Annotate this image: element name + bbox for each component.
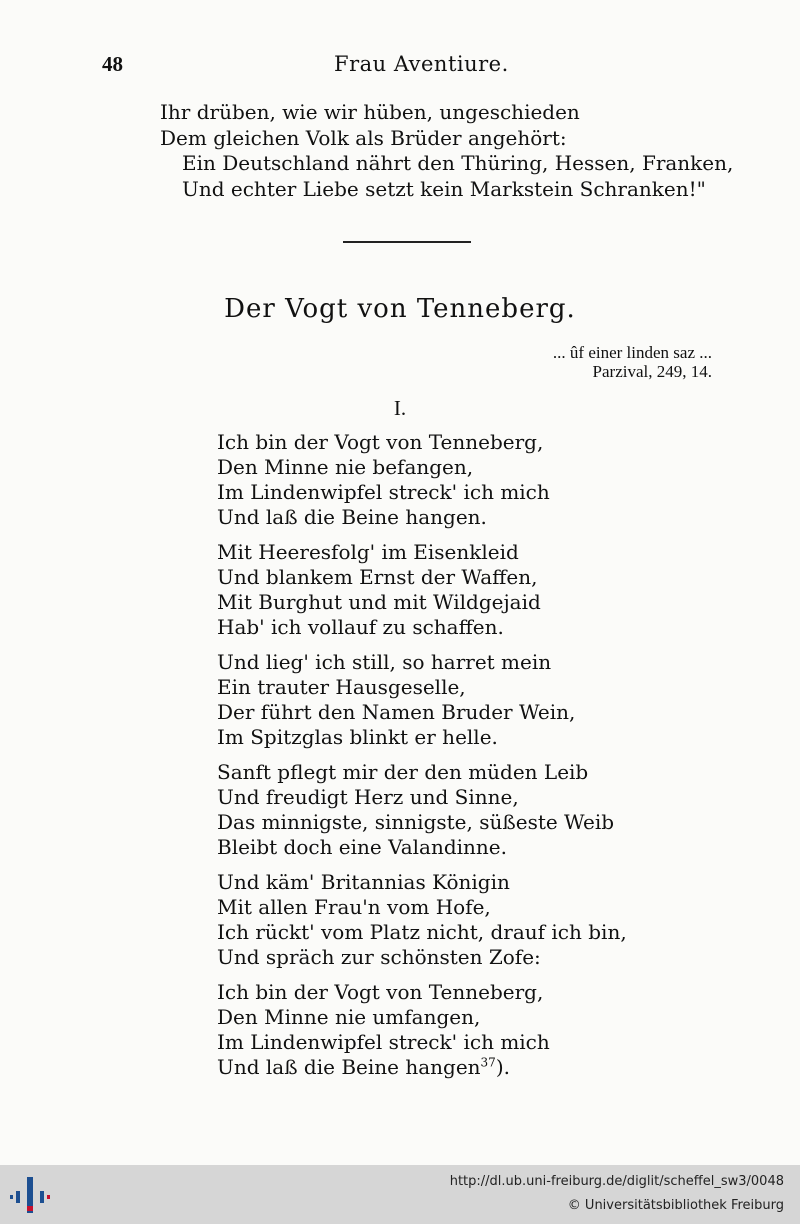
verse-line: Und lieg' ich still, so harret mein — [217, 650, 552, 674]
verse-line: Bleibt doch eine Valandinne. — [217, 835, 507, 859]
verse-line: Ein trauter Hausgeselle, — [217, 675, 466, 699]
footer-bar — [0, 1165, 800, 1224]
footnote-ref[interactable]: 37 — [480, 1055, 496, 1070]
stanza — [217, 870, 627, 970]
intro-line: Dem gleichen Volk als Brüder angehört: — [160, 125, 567, 150]
verse-line: Hab' ich vollauf zu schaffen. — [217, 615, 504, 639]
stanza — [217, 430, 627, 530]
verse-text: Und laß die Beine hangen — [217, 1055, 481, 1079]
verse-line: Ich bin der Vogt von Tenneberg, — [217, 980, 544, 1004]
verse-line: Das minnigste, sinnigste, süßeste Weib — [217, 810, 615, 834]
stanza — [217, 540, 627, 640]
verse-line: Und käm' Britannias Königin — [217, 870, 510, 894]
verse-line: Im Lindenwipfel streck' ich mich — [217, 1030, 550, 1054]
verse-line: Der führt den Namen Bruder Wein, — [217, 700, 576, 724]
verse-line: Mit Burghut und mit Wildgejaid — [217, 590, 541, 614]
verse-line: Sanft pflegt mir der den müden Leib — [217, 760, 589, 784]
verse-line: Im Spitzglas blinkt er helle. — [217, 725, 498, 749]
poem-body — [217, 430, 627, 1090]
ub-freiburg-logo-icon[interactable] — [10, 1175, 50, 1215]
closing-punctuation: ). — [495, 1055, 510, 1079]
verse-line: Und laß die Beine hangen. — [217, 505, 487, 529]
verse-line: Im Lindenwipfel streck' ich mich — [217, 480, 550, 504]
verse-line: Mit allen Frau'n vom Hofe, — [217, 895, 491, 919]
source-url-link[interactable]: http://dl.ub.uni-freiburg.de/diglit/scheffel_sw3/0048 — [449, 1174, 784, 1189]
verse-line: Und blankem Ernst der Waffen, — [217, 565, 538, 589]
intro-line: Und echter Liebe setzt kein Markstein Schranken!" — [182, 176, 706, 201]
verse-line: Mit Heeresfolg' im Eisenkleid — [217, 540, 519, 564]
motto-quote: ... ûf einer linden saz ... — [552, 343, 712, 362]
stanza — [217, 980, 627, 1080]
intro-line: Ihr drüben, wie wir hüben, ungeschieden — [160, 100, 580, 124]
intro-line: Ein Deutschland nährt den Thüring, Hessen, Franken, — [182, 151, 734, 175]
section-divider — [343, 241, 471, 243]
verse-line: Den Minne nie befangen, — [217, 455, 474, 479]
verse-line: Und spräch zur schönsten Zofe: — [217, 945, 541, 969]
page-number: 48 — [102, 52, 123, 76]
verse-line: Und freudigt Herz und Sinne, — [217, 785, 519, 809]
motto-source: Parzival, 249, 14. — [592, 362, 712, 381]
running-title: Frau Aventiure. — [334, 52, 509, 76]
motto — [553, 343, 712, 381]
stanza — [217, 760, 627, 860]
poem-title: Der Vogt von Tenneberg. — [224, 294, 576, 324]
verse-line-final — [217, 1055, 627, 1080]
stanza — [217, 650, 627, 750]
verse-line: Ich bin der Vogt von Tenneberg, — [217, 430, 544, 454]
verse-line: Ich rückt' vom Platz nicht, drauf ich bin, — [217, 920, 627, 944]
copyright-notice: © Universitätsbibliothek Freiburg — [567, 1198, 784, 1213]
verse-line: Den Minne nie umfangen, — [217, 1005, 481, 1029]
intro-verse — [160, 100, 733, 202]
section-numeral: I. — [393, 396, 407, 420]
